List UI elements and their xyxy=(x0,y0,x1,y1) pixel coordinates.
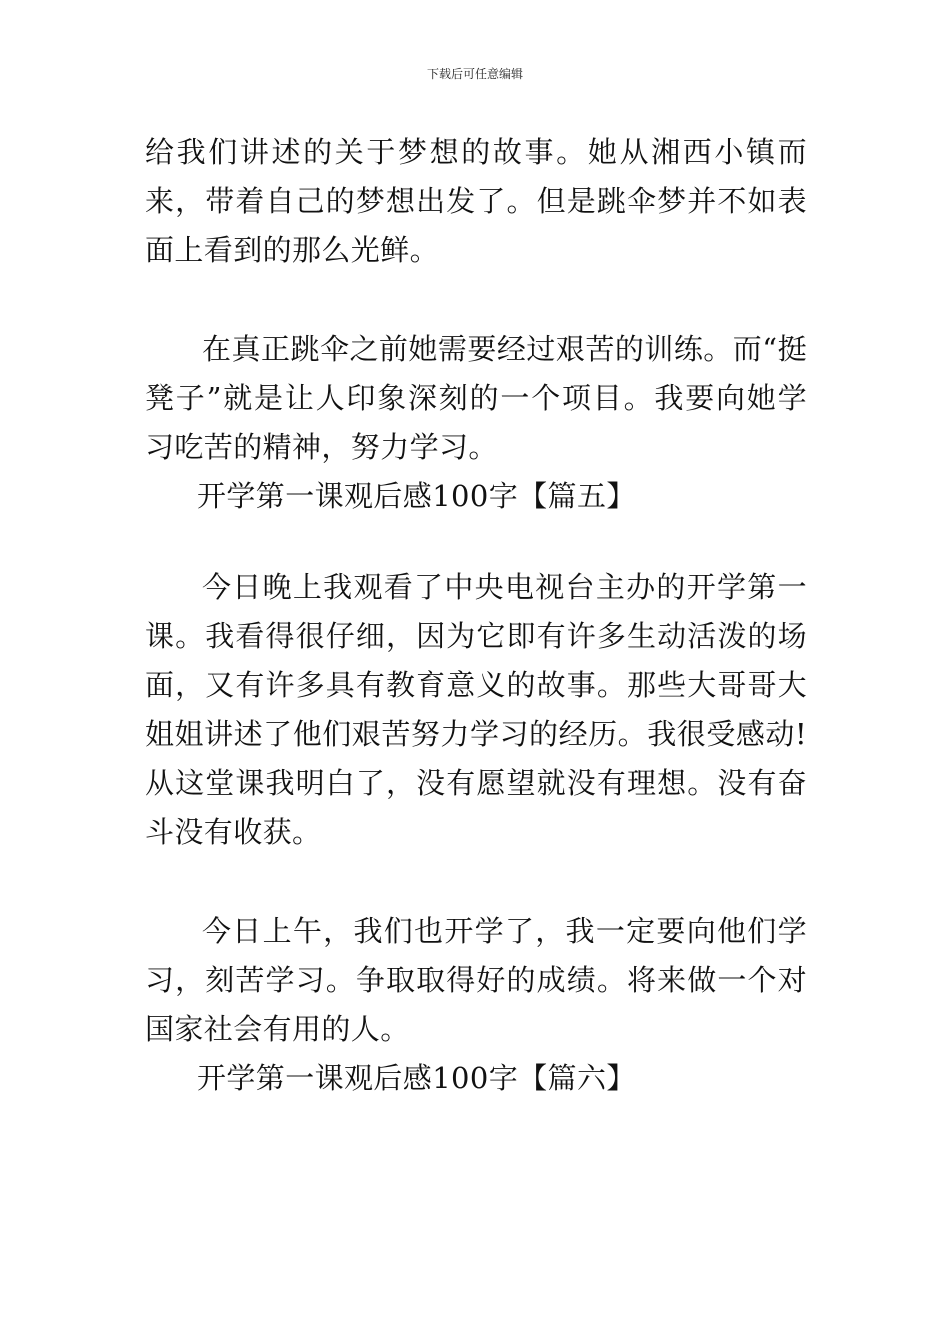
section-heading-part6: 开学第一课观后感100字【篇六】 xyxy=(197,1061,636,1095)
paragraph-training: 在真正跳伞之前她需要经过艰苦的训练。而“挺凳子”就是让人印象深刻的一个项目。我要向她学习吃苦的精神，努力学习。 xyxy=(145,332,807,464)
document-body xyxy=(145,128,807,1103)
paragraph-evening: 今日晚上我观看了中央电视台主办的开学第一课。我看得很仔细，因为它即有许多生动活泼的场面，又有许多具有教育意义的故事。那些大哥哥大姐姐讲述了他们艰苦努力学习的经历。我很受感动!从这堂课我明白了，没有愿望就没有理想。没有奋斗没有收获。 xyxy=(145,570,807,849)
page-header: 下载后可任意编辑 xyxy=(426,67,523,81)
paragraph-continuation: 给我们讲述的关于梦想的故事。她从湘西小镇而来，带着自己的梦想出发了。但是跳伞梦并不如表面上看到的那么光鲜。 xyxy=(145,135,807,267)
paragraph-morning: 今日上午，我们也开学了，我一定要向他们学习，刻苦学习。争取取得好的成绩。将来做一个对国家社会有用的人。 xyxy=(145,914,807,1046)
section-heading-part5: 开学第一课观后感100字【篇五】 xyxy=(197,479,636,513)
